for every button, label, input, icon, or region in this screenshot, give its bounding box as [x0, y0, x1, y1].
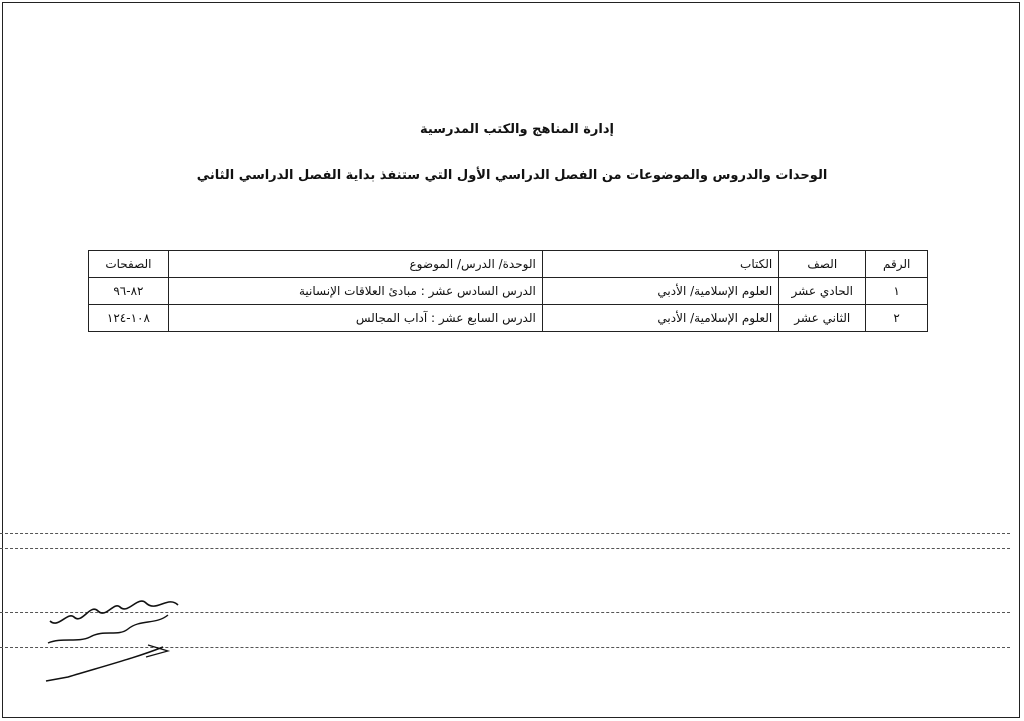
cell-number: ٢: [866, 305, 928, 332]
cell-book: العلوم الإسلامية/ الأدبي: [542, 305, 778, 332]
cell-pages: ٨٢-٩٦: [89, 278, 169, 305]
table-header-row: [89, 251, 928, 278]
cell-book: العلوم الإسلامية/ الأدبي: [542, 278, 778, 305]
header-pages: الصفحات: [89, 251, 169, 278]
cell-topic: الدرس السادس عشر : مبادئ العلاقات الإنسانية: [168, 278, 542, 305]
scan-line: [0, 548, 1010, 549]
header-grade: الصف: [779, 251, 866, 278]
curriculum-table: [88, 250, 928, 332]
scan-line: [0, 533, 1010, 534]
table-row: [89, 305, 928, 332]
cell-number: ١: [866, 278, 928, 305]
document-subtitle: الوحدات والدروس والموضوعات من الفصل الدراسي الأول التي ستنفذ بداية الفصل الدراسي الثاني: [196, 168, 828, 183]
handwritten-signature: [28, 585, 198, 685]
document-title: إدارة المناهج والكتب المدرسية: [419, 122, 614, 137]
header-topic: الوحدة/ الدرس/ الموضوع: [168, 251, 542, 278]
cell-grade: الحادي عشر: [779, 278, 866, 305]
cell-pages: ١٠٨-١٢٤: [89, 305, 169, 332]
cell-grade: الثاني عشر: [779, 305, 866, 332]
cell-topic: الدرس السابع عشر : آداب المجالس: [168, 305, 542, 332]
table-row: [89, 278, 928, 305]
header-number: الرقم: [866, 251, 928, 278]
header-book: الكتاب: [542, 251, 778, 278]
